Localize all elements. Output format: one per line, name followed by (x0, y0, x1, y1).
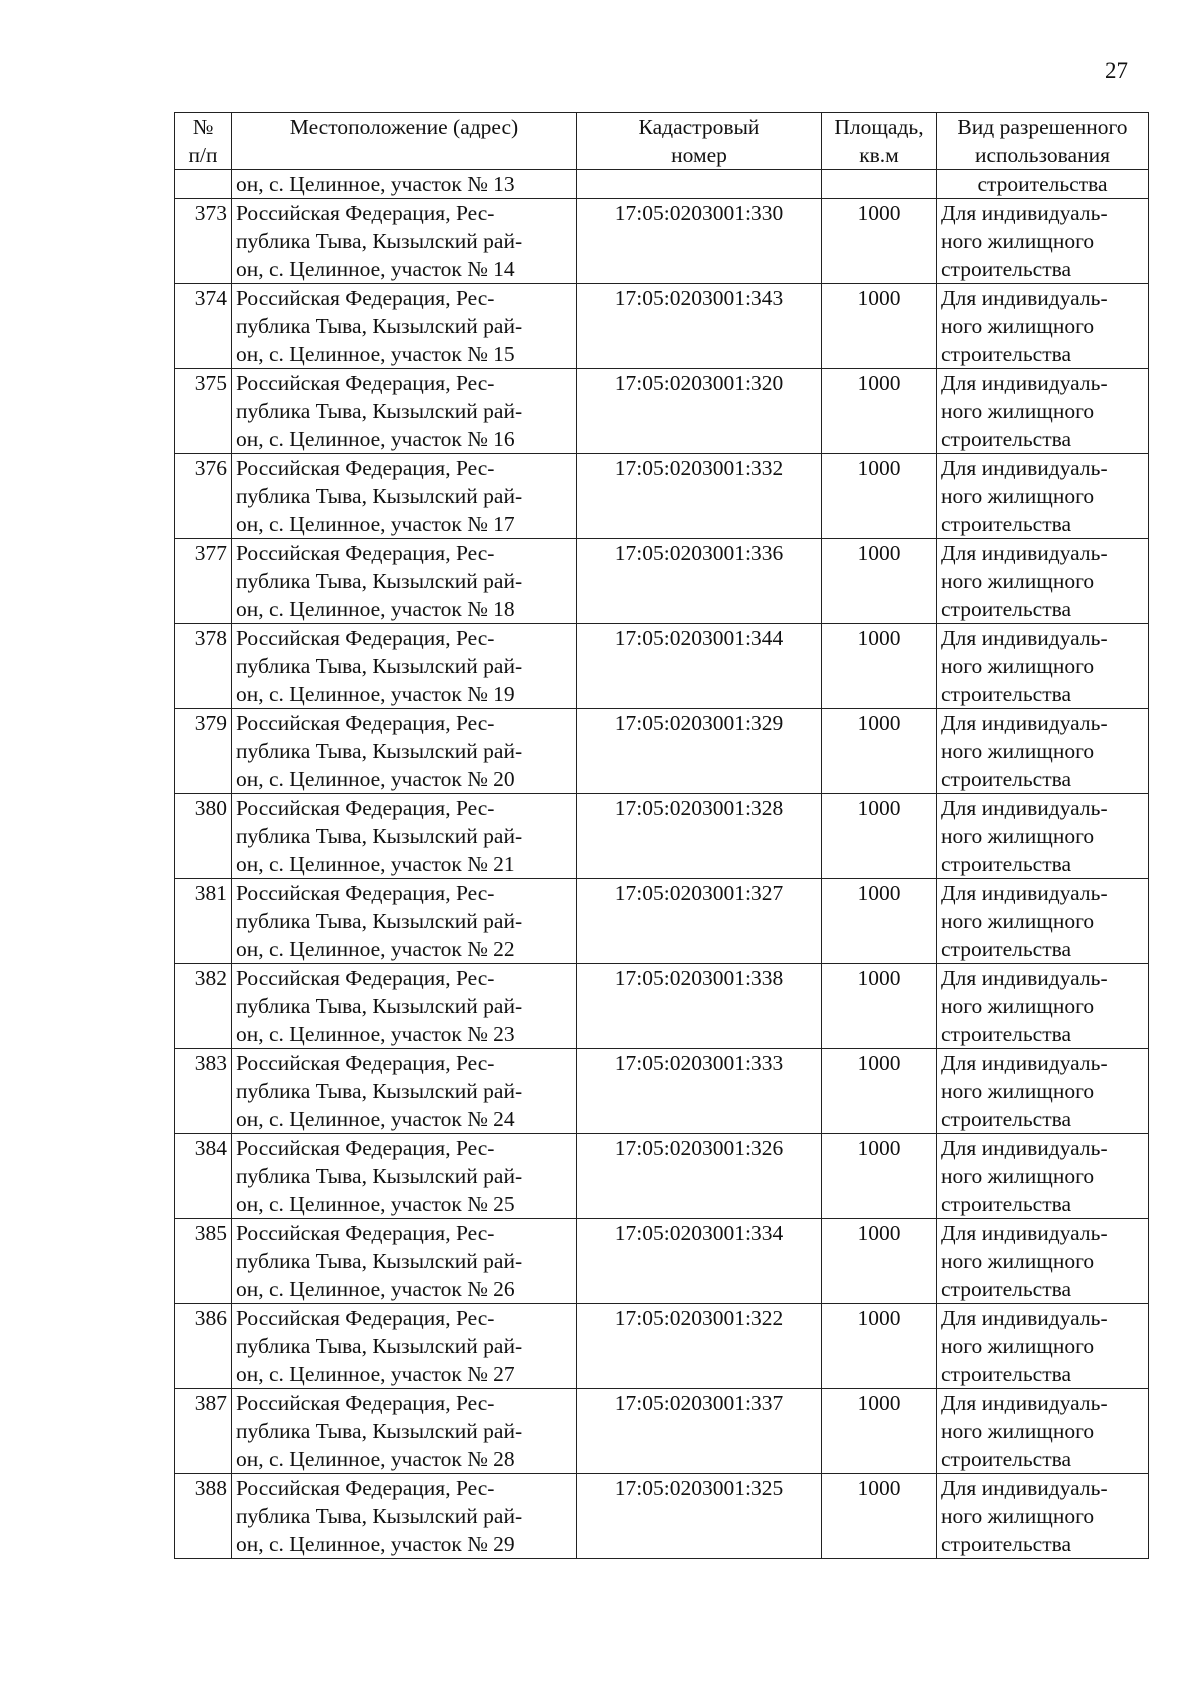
cell-use (937, 539, 1149, 624)
cell-area: 1000 (822, 1474, 937, 1559)
table-row (175, 964, 1149, 1049)
cell-number: 373 (175, 199, 232, 284)
cell-address (232, 284, 577, 369)
cell-number: 378 (175, 624, 232, 709)
cell-address (232, 1474, 577, 1559)
cell-area: 1000 (822, 1049, 937, 1134)
cell-number: 388 (175, 1474, 232, 1559)
use-line-3: строительства (941, 342, 1072, 366)
header-cadastral (577, 113, 822, 170)
use-line-3: строительства (941, 937, 1072, 961)
continuation-row (175, 170, 1149, 199)
address-line-2: публика Тыва, Кызылский рай- (236, 909, 523, 933)
cell-number (175, 170, 232, 199)
address-line-3: он, с. Целинное, участок № 19 (236, 682, 515, 706)
table-header (175, 113, 1149, 170)
address-line-1: Российская Федерация, Рес- (236, 1306, 495, 1330)
use-line-3: строительства (941, 1277, 1072, 1301)
table-row (175, 1134, 1149, 1219)
header-number-line2: п/п (188, 143, 218, 167)
use-line-2: ного жилищного (941, 739, 1095, 763)
cell-cadastral: 17:05:0203001:326 (577, 1134, 822, 1219)
cell-address (232, 539, 577, 624)
address-line-3: он, с. Целинное, участок № 24 (236, 1107, 515, 1131)
cell-use (937, 1049, 1149, 1134)
table-row (175, 284, 1149, 369)
cell-cadastral: 17:05:0203001:330 (577, 199, 822, 284)
header-area (822, 113, 937, 170)
address-line-2: публика Тыва, Кызылский рай- (236, 314, 523, 338)
address-line-1: Российская Федерация, Рес- (236, 1136, 495, 1160)
table-row (175, 454, 1149, 539)
address-line-1: Российская Федерация, Рес- (236, 1476, 495, 1500)
cell-number: 380 (175, 794, 232, 879)
table-body (175, 170, 1149, 1559)
cell-number: 382 (175, 964, 232, 1049)
cell-cadastral: 17:05:0203001:328 (577, 794, 822, 879)
cell-cadastral: 17:05:0203001:337 (577, 1389, 822, 1474)
cell-number: 376 (175, 454, 232, 539)
use-line-1: Для индивидуаль- (941, 626, 1108, 650)
use-line-2: ного жилищного (941, 1079, 1095, 1103)
cell-number: 381 (175, 879, 232, 964)
address-line-2: публика Тыва, Кызылский рай- (236, 739, 523, 763)
cell-cadastral: 17:05:0203001:336 (577, 539, 822, 624)
address-line-2: публика Тыва, Кызылский рай- (236, 1249, 523, 1273)
address-line-2: публика Тыва, Кызылский рай- (236, 654, 523, 678)
use-line-1: Для индивидуаль- (941, 1476, 1108, 1500)
cell-address (232, 369, 577, 454)
cell-address (232, 1134, 577, 1219)
address-line-3: он, с. Целинное, участок № 15 (236, 342, 515, 366)
cell-number: 386 (175, 1304, 232, 1389)
header-cadastral-line2: номер (671, 143, 727, 167)
table-row (175, 539, 1149, 624)
address-line-2: публика Тыва, Кызылский рай- (236, 1334, 523, 1358)
table-row (175, 369, 1149, 454)
cell-number: 385 (175, 1219, 232, 1304)
table-row (175, 199, 1149, 284)
use-line-1: Для индивидуаль- (941, 711, 1108, 735)
address-line: он, с. Целинное, участок № 13 (236, 172, 515, 196)
use-line-3: строительства (941, 1362, 1072, 1386)
cell-use (937, 709, 1149, 794)
address-line-3: он, с. Целинное, участок № 16 (236, 427, 515, 451)
table-row (175, 794, 1149, 879)
cell-cadastral: 17:05:0203001:327 (577, 879, 822, 964)
use-line-2: ного жилищного (941, 824, 1095, 848)
use-line-3: строительства (941, 257, 1072, 281)
header-use-line1: Вид разрешенного (957, 115, 1128, 139)
use-line-1: Для индивидуаль- (941, 881, 1108, 905)
cell-number: 375 (175, 369, 232, 454)
cell-use (937, 1304, 1149, 1389)
use-line-3: строительства (941, 767, 1072, 791)
cell-area: 1000 (822, 879, 937, 964)
cell-area: 1000 (822, 1219, 937, 1304)
cell-address (232, 1049, 577, 1134)
cell-address (232, 794, 577, 879)
use-line-2: ного жилищного (941, 994, 1095, 1018)
use-line-1: Для индивидуаль- (941, 1391, 1108, 1415)
address-line-1: Российская Федерация, Рес- (236, 966, 495, 990)
header-address-label: Местоположение (адрес) (289, 115, 519, 139)
cell-address (232, 170, 577, 199)
table-row (175, 1219, 1149, 1304)
address-line-2: публика Тыва, Кызылский рай- (236, 569, 523, 593)
cell-cadastral: 17:05:0203001:325 (577, 1474, 822, 1559)
use-line-1: Для индивидуаль- (941, 1306, 1108, 1330)
cell-use (937, 794, 1149, 879)
cell-area: 1000 (822, 1389, 937, 1474)
cell-number: 387 (175, 1389, 232, 1474)
address-line-3: он, с. Целинное, участок № 20 (236, 767, 515, 791)
cell-use (937, 964, 1149, 1049)
address-line-3: он, с. Целинное, участок № 23 (236, 1022, 515, 1046)
cell-cadastral: 17:05:0203001:344 (577, 624, 822, 709)
cell-area: 1000 (822, 624, 937, 709)
header-row (175, 113, 1149, 170)
cell-cadastral: 17:05:0203001:320 (577, 369, 822, 454)
header-number (175, 113, 232, 170)
cell-area: 1000 (822, 199, 937, 284)
address-line-1: Российская Федерация, Рес- (236, 796, 495, 820)
use-line-3: строительства (941, 1022, 1072, 1046)
address-line-2: публика Тыва, Кызылский рай- (236, 1504, 523, 1528)
cell-use (937, 624, 1149, 709)
address-line-2: публика Тыва, Кызылский рай- (236, 1079, 523, 1103)
address-line-3: он, с. Целинное, участок № 26 (236, 1277, 515, 1301)
cell-address (232, 1304, 577, 1389)
address-line-3: он, с. Целинное, участок № 29 (236, 1532, 515, 1556)
cell-cadastral: 17:05:0203001:333 (577, 1049, 822, 1134)
use-line-3: строительства (941, 1107, 1072, 1131)
cell-cadastral: 17:05:0203001:338 (577, 964, 822, 1049)
address-line-2: публика Тыва, Кызылский рай- (236, 994, 523, 1018)
address-line-1: Российская Федерация, Рес- (236, 711, 495, 735)
cell-address (232, 454, 577, 539)
header-number-line1: № (192, 115, 214, 139)
cell-number: 379 (175, 709, 232, 794)
cell-area (822, 170, 937, 199)
use-line-3: строительства (941, 512, 1072, 536)
address-line-2: публика Тыва, Кызылский рай- (236, 824, 523, 848)
use-line-2: ного жилищного (941, 314, 1095, 338)
use-line-2: ного жилищного (941, 1419, 1095, 1443)
address-line-3: он, с. Целинное, участок № 14 (236, 257, 515, 281)
use-line-3: строительства (941, 682, 1072, 706)
cell-cadastral: 17:05:0203001:322 (577, 1304, 822, 1389)
cell-area: 1000 (822, 794, 937, 879)
address-line-3: он, с. Целинное, участок № 25 (236, 1192, 515, 1216)
cell-use (937, 369, 1149, 454)
address-line-3: он, с. Целинное, участок № 21 (236, 852, 515, 876)
use-line-2: ного жилищного (941, 229, 1095, 253)
cell-cadastral: 17:05:0203001:343 (577, 284, 822, 369)
address-line-1: Российская Федерация, Рес- (236, 626, 495, 650)
address-line-2: публика Тыва, Кызылский рай- (236, 1419, 523, 1443)
cell-address (232, 709, 577, 794)
use-line-1: Для индивидуаль- (941, 371, 1108, 395)
use-line-1: Для индивидуаль- (941, 541, 1108, 565)
use-line: строительства (977, 172, 1108, 196)
address-line-3: он, с. Целинное, участок № 27 (236, 1362, 515, 1386)
cell-address (232, 964, 577, 1049)
use-line-1: Для индивидуаль- (941, 1136, 1108, 1160)
cell-use (937, 284, 1149, 369)
use-line-3: строительства (941, 1532, 1072, 1556)
use-line-1: Для индивидуаль- (941, 1051, 1108, 1075)
use-line-2: ного жилищного (941, 399, 1095, 423)
cell-area: 1000 (822, 709, 937, 794)
table-row (175, 709, 1149, 794)
cell-use (937, 1389, 1149, 1474)
cell-cadastral: 17:05:0203001:329 (577, 709, 822, 794)
cell-area: 1000 (822, 1304, 937, 1389)
use-line-1: Для индивидуаль- (941, 796, 1108, 820)
use-line-1: Для индивидуаль- (941, 966, 1108, 990)
cell-area: 1000 (822, 539, 937, 624)
table-row (175, 624, 1149, 709)
cell-area: 1000 (822, 964, 937, 1049)
address-line-2: публика Тыва, Кызылский рай- (236, 1164, 523, 1188)
land-plots-table (174, 112, 1149, 1559)
use-line-3: строительства (941, 597, 1072, 621)
address-line-1: Российская Федерация, Рес- (236, 541, 495, 565)
use-line-3: строительства (941, 427, 1072, 451)
cell-cadastral (577, 170, 822, 199)
use-line-3: строительства (941, 1192, 1072, 1216)
address-line-3: он, с. Целинное, участок № 22 (236, 937, 515, 961)
cell-area: 1000 (822, 454, 937, 539)
cell-use (937, 170, 1149, 199)
address-line-1: Российская Федерация, Рес- (236, 881, 495, 905)
cell-use (937, 199, 1149, 284)
use-line-1: Для индивидуаль- (941, 1221, 1108, 1245)
cell-address (232, 879, 577, 964)
header-cadastral-line1: Кадастровый (638, 115, 760, 139)
use-line-1: Для индивидуаль- (941, 456, 1108, 480)
use-line-2: ного жилищного (941, 1504, 1095, 1528)
cell-area: 1000 (822, 284, 937, 369)
use-line-2: ного жилищного (941, 909, 1095, 933)
page-number: 27 (1105, 58, 1128, 83)
cell-use (937, 1474, 1149, 1559)
cell-number: 384 (175, 1134, 232, 1219)
cell-address (232, 1219, 577, 1304)
header-area-line1: Площадь, (834, 115, 924, 139)
address-line-2: публика Тыва, Кызылский рай- (236, 484, 523, 508)
address-line-3: он, с. Целинное, участок № 17 (236, 512, 515, 536)
cell-cadastral: 17:05:0203001:334 (577, 1219, 822, 1304)
cell-area: 1000 (822, 369, 937, 454)
cell-number: 377 (175, 539, 232, 624)
cell-number: 383 (175, 1049, 232, 1134)
header-address (232, 113, 577, 170)
use-line-2: ного жилищного (941, 654, 1095, 678)
cell-address (232, 1389, 577, 1474)
table-row (175, 1389, 1149, 1474)
address-line-1: Российская Федерация, Рес- (236, 1051, 495, 1075)
address-line-1: Российская Федерация, Рес- (236, 371, 495, 395)
address-line-1: Российская Федерация, Рес- (236, 201, 495, 225)
address-line-1: Российская Федерация, Рес- (236, 1391, 495, 1415)
use-line-1: Для индивидуаль- (941, 201, 1108, 225)
cell-number: 374 (175, 284, 232, 369)
header-use (937, 113, 1149, 170)
cell-area: 1000 (822, 1134, 937, 1219)
address-line-3: он, с. Целинное, участок № 18 (236, 597, 515, 621)
cell-use (937, 454, 1149, 539)
use-line-2: ного жилищного (941, 1334, 1095, 1358)
use-line-1: Для индивидуаль- (941, 286, 1108, 310)
cell-use (937, 1219, 1149, 1304)
cell-use (937, 1134, 1149, 1219)
cell-address (232, 199, 577, 284)
address-line-1: Российская Федерация, Рес- (236, 456, 495, 480)
address-line-3: он, с. Целинное, участок № 28 (236, 1447, 515, 1471)
header-use-line2: использования (975, 143, 1110, 167)
cell-address (232, 624, 577, 709)
address-line-2: публика Тыва, Кызылский рай- (236, 229, 523, 253)
table-row (175, 1049, 1149, 1134)
use-line-3: строительства (941, 1447, 1072, 1471)
use-line-2: ного жилищного (941, 484, 1095, 508)
use-line-2: ного жилищного (941, 569, 1095, 593)
table-row (175, 879, 1149, 964)
use-line-3: строительства (941, 852, 1072, 876)
table-row (175, 1474, 1149, 1559)
header-area-line2: кв.м (859, 143, 899, 167)
cell-cadastral: 17:05:0203001:332 (577, 454, 822, 539)
table-row (175, 1304, 1149, 1389)
use-line-2: ного жилищного (941, 1164, 1095, 1188)
address-line-2: публика Тыва, Кызылский рай- (236, 399, 523, 423)
cell-use (937, 879, 1149, 964)
address-line-1: Российская Федерация, Рес- (236, 286, 495, 310)
use-line-2: ного жилищного (941, 1249, 1095, 1273)
address-line-1: Российская Федерация, Рес- (236, 1221, 495, 1245)
